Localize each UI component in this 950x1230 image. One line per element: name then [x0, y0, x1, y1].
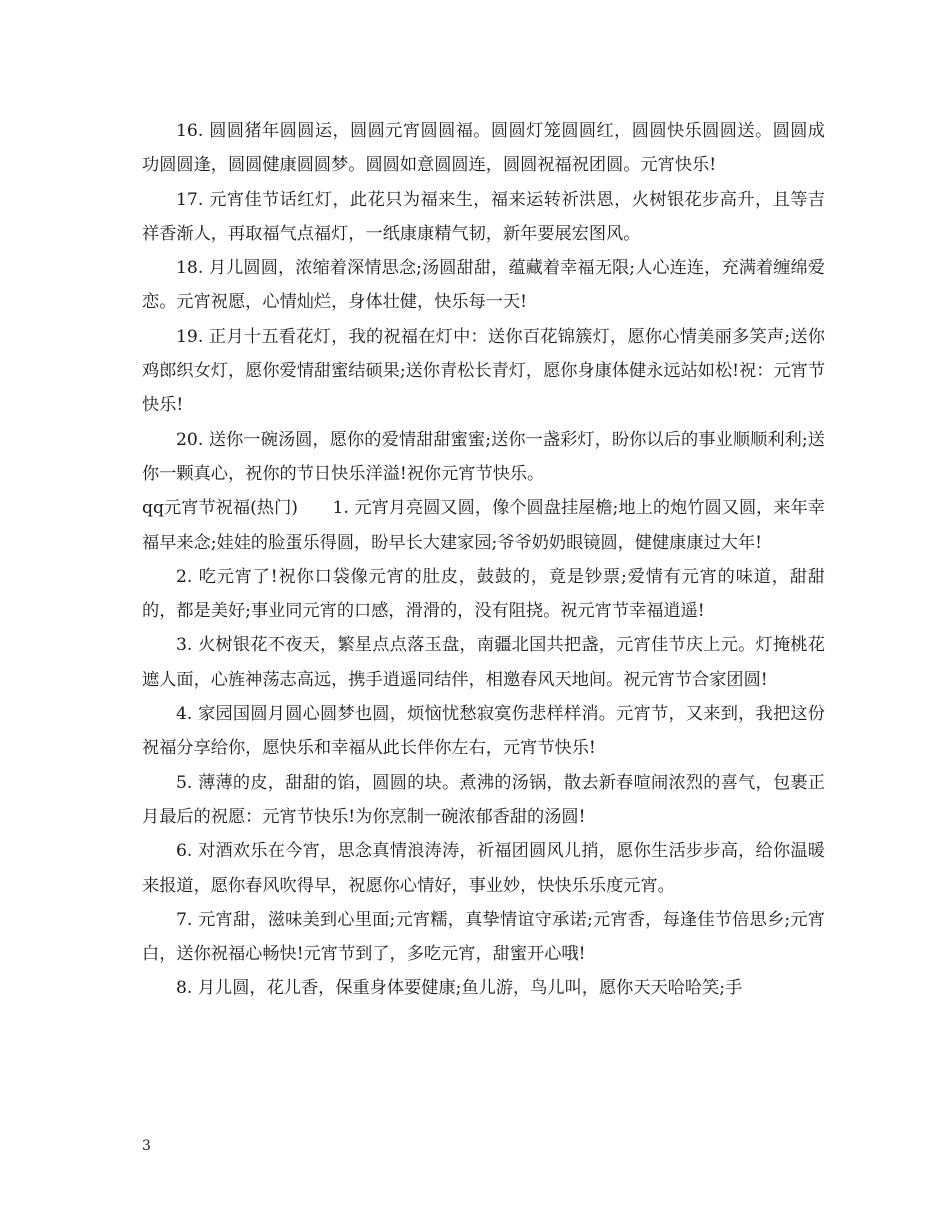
paragraph-7: 7. 元宵甜，滋味美到心里面;元宵糯，真挚情谊守承诺;元宵香，每逢佳节倍思乡;元宵白，送你祝福心畅快!元宵节到了，多吃元宵，甜蜜开心哦!: [142, 909, 825, 965]
paragraph-6: 6. 对酒欢乐在今宵，思念真情浪涛涛，祈福团圆风儿捎，愿你生活步步高，给你温暖来报道，愿你春风吹得早，祝愿你心情好，事业妙，快快乐乐度元宵。: [142, 841, 825, 896]
paragraph-2: 2. 吃元宵了!祝你口袋像元宵的肚皮，鼓鼓的，竟是钞票;爱情有元宵的味道，甜甜的，都是美好;事业同元宵的口感，滑滑的，没有阻挠。祝元宵节幸福逍遥!: [142, 566, 825, 622]
paragraph-16: 16. 圆圆猪年圆圆运，圆圆元宵圆圆福。圆圆灯笼圆圆红，圆圆快乐圆圆送。圆圆成功圆圆逢，圆圆健康圆圆梦。圆圆如意圆圆连，圆圆祝福祝团圆。元宵快乐!: [142, 121, 825, 176]
section-qq-heading-paragraph-1: qq元宵节祝福(热门) 1. 元宵月亮圆又圆，像个圆盘挂屋檐;地上的炮竹圆又圆，来年幸福早来念;娃娃的脸蛋乐得圆，盼早长大建家园;爷爷奶奶眼镜圆，健健康康过大年!: [142, 498, 825, 553]
paragraph-17: 17. 元宵佳节话红灯，此花只为福来生，福来运转祈洪恩，火树银花步高升，且等吉祥香渐人，再取福气点福灯，一纸康康精气韧，新年要展宏图风。: [142, 189, 825, 244]
page-number: 3: [142, 1138, 151, 1154]
paragraph-3: 3. 火树银花不夜天，繁星点点落玉盘，南疆北国共把盏，元宵佳节庆上元。灯掩桃花遮人面，心旌神荡志高远，携手逍遥同结伴，相邀春风天地间。祝元宵节合家团圆!: [142, 635, 825, 690]
paragraph-5: 5. 薄薄的皮，甜甜的馅，圆圆的块。煮沸的汤锅，散去新春喧闹浓烈的喜气，包裹正月最后的祝愿：元宵节快乐!为你烹制一碗浓郁香甜的汤圆!: [142, 772, 825, 827]
paragraph-4: 4. 家园国圆月圆心圆梦也圆，烦恼忧愁寂寞伤悲样样消。元宵节，又来到，我把这份祝福分享给你，愿快乐和幸福从此长伴你左右，元宵节快乐!: [142, 704, 825, 759]
paragraph-8: 8. 月儿圆，花儿香，保重身体要健康;鱼儿游，鸟儿叫，愿你天天哈哈笑;手: [176, 978, 743, 999]
paragraph-20: 20. 送你一碗汤圆，愿你的爱情甜甜蜜蜜;送你一盏彩灯，盼你以后的事业顺顺利利;送你一颗真心，祝你的节日快乐洋溢!祝你元宵节快乐。: [142, 429, 825, 484]
document-body: [142, 114, 825, 1006]
paragraph-19: 19. 正月十五看花灯，我的祝福在灯中：送你百花锦簇灯，愿你心情美丽多笑声;送你鸡郎织女灯，愿你爱情甜蜜结硕果;送你青松长青灯，愿你身康体健永远站如松!祝：元宵节快乐!: [142, 326, 826, 416]
paragraph-18: 18. 月儿圆圆，浓缩着深情思念;汤圆甜甜，蕴藏着幸福无限;人心连连，充满着缠绵爱恋。元宵祝愿，心情灿烂，身体壮健，快乐每一天!: [142, 258, 825, 313]
